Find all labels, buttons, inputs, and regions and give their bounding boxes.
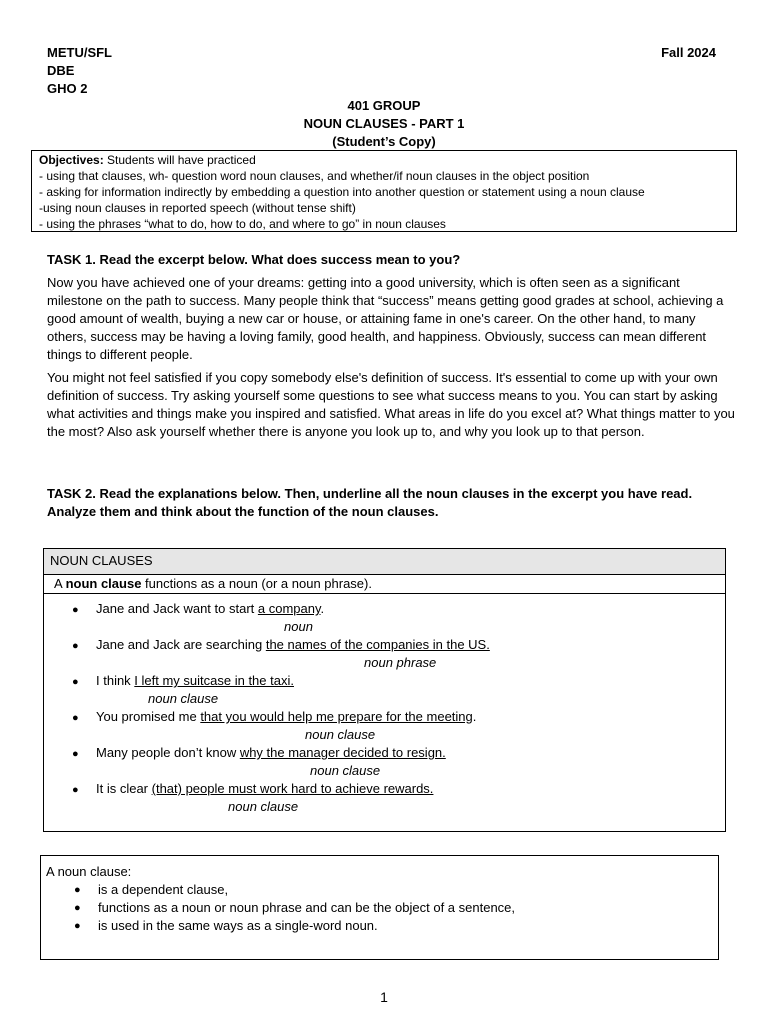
summary-item: ● is a dependent clause, xyxy=(74,881,713,899)
example-underlined: a company xyxy=(257,601,321,616)
document-titles xyxy=(0,97,768,151)
example-label: noun clause xyxy=(305,727,376,742)
def-text: functions as a noun (or a noun phrase). xyxy=(141,576,372,591)
example-text: Many people don’t know xyxy=(96,745,240,760)
example-item xyxy=(72,708,476,727)
copy-title: (Student’s Copy) xyxy=(332,134,436,149)
def-term: noun clause xyxy=(65,576,142,591)
header-line: METU/SFL xyxy=(47,45,112,60)
noun-clause-summary-box xyxy=(40,855,719,960)
bullet-icon: ● xyxy=(72,712,79,724)
group-title: 401 GROUP xyxy=(347,98,421,113)
task1-paragraph-2: You might not feel satisfied if you copy somebody else's definition of success. It's essential to come up with your own definition of success. Try asking yourself some questions to see what success means to you. You can start by asking what activities and things make you inspired and satisfied. What areas in life do you excel at? What things matter to you the most? Also ask yourself whether there is anyone you look up to, and why you look up to that person. xyxy=(47,370,735,439)
task2-title xyxy=(47,485,737,521)
objective-item: - using that clauses, wh- question word noun clauses, and whether/if noun clauses in the object position xyxy=(39,169,590,183)
objectives-box xyxy=(31,150,737,232)
example-text: . xyxy=(320,601,325,616)
objective-item: - asking for information indirectly by embedding a question into another question or statement using a noun clause xyxy=(39,185,645,199)
example-underlined: (that) people must work hard to achieve rewards. xyxy=(151,781,434,796)
example-text: You promised me xyxy=(96,709,201,724)
summary-item: ● is used in the same ways as a single-word noun. xyxy=(74,917,713,935)
task1-title: TASK 1. Read the excerpt below. What does success mean to you? xyxy=(47,252,461,267)
summary-item: ● functions as a noun or noun phrase and can be the object of a sentence, xyxy=(74,899,713,917)
bullet-icon: ● xyxy=(72,604,79,616)
example-item xyxy=(72,600,324,619)
noun-clauses-table xyxy=(43,548,726,832)
example-label: noun xyxy=(284,619,313,634)
objectives-intro xyxy=(39,152,729,168)
example-text: . xyxy=(472,709,477,724)
noun-clause-definition xyxy=(44,575,725,594)
example-underlined: why the manager decided to resign. xyxy=(239,745,446,760)
example-item xyxy=(72,780,433,799)
example-label: noun clause xyxy=(148,691,219,706)
objective-item: -using noun clauses in reported speech (without tense shift) xyxy=(39,201,356,215)
example-text: It is clear xyxy=(96,781,152,796)
example-label: noun clause xyxy=(228,799,299,814)
example-text: Jane and Jack are searching xyxy=(96,637,266,652)
bullet-icon: ● xyxy=(72,748,79,760)
example-text: I think xyxy=(96,673,135,688)
topic-title: NOUN CLAUSES - PART 1 xyxy=(303,116,465,131)
objectives-intro-text: Students will have practiced xyxy=(103,153,256,167)
task2-title-line: Analyze them and think about the function of the noun clauses. xyxy=(47,504,439,519)
def-text: A xyxy=(54,576,66,591)
summary-list xyxy=(46,881,713,935)
example-item xyxy=(72,636,490,655)
header-line: DBE xyxy=(47,63,75,78)
task1-paragraph-1: Now you have achieved one of your dreams: getting into a good university, which is often seen as a significant milestone on the path to success. Many people think that “success” means getting good grades at school, achieving a good amount of wealth, buying a new car or house, or attaining fame in one's career. On the other hand, to many others, success may be having a loving family, good health, and happiness. Obviously, success can mean different things to different people. xyxy=(47,275,724,362)
summary-title: A noun clause: xyxy=(46,864,132,879)
bullet-icon: ● xyxy=(72,640,79,652)
example-label: noun clause xyxy=(310,763,381,778)
example-text: Jane and Jack want to start xyxy=(96,601,258,616)
bullet-icon: ● xyxy=(72,676,79,688)
header-institution xyxy=(47,44,112,98)
header-term: Fall 2024 xyxy=(661,45,716,60)
task2-title-line: TASK 2. Read the explanations below. Then, underline all the noun clauses in the excerpt you have read. xyxy=(47,486,693,501)
example-underlined: that you would help me prepare for the meeting xyxy=(200,709,473,724)
example-item xyxy=(72,672,294,691)
objectives-label: Objectives: xyxy=(39,153,104,167)
example-label: noun phrase xyxy=(364,655,437,670)
example-item xyxy=(72,744,446,763)
objective-item: - using the phrases “what to do, how to do, and where to go” in noun clauses xyxy=(39,217,446,231)
noun-clauses-heading: NOUN CLAUSES xyxy=(44,549,725,575)
header-line: GHO 2 xyxy=(47,81,88,96)
page-number: 1 xyxy=(380,989,388,1005)
bullet-icon: ● xyxy=(72,784,79,796)
example-underlined: the names of the companies in the US. xyxy=(265,637,490,652)
example-underlined: I left my suitcase in the taxi. xyxy=(134,673,294,688)
